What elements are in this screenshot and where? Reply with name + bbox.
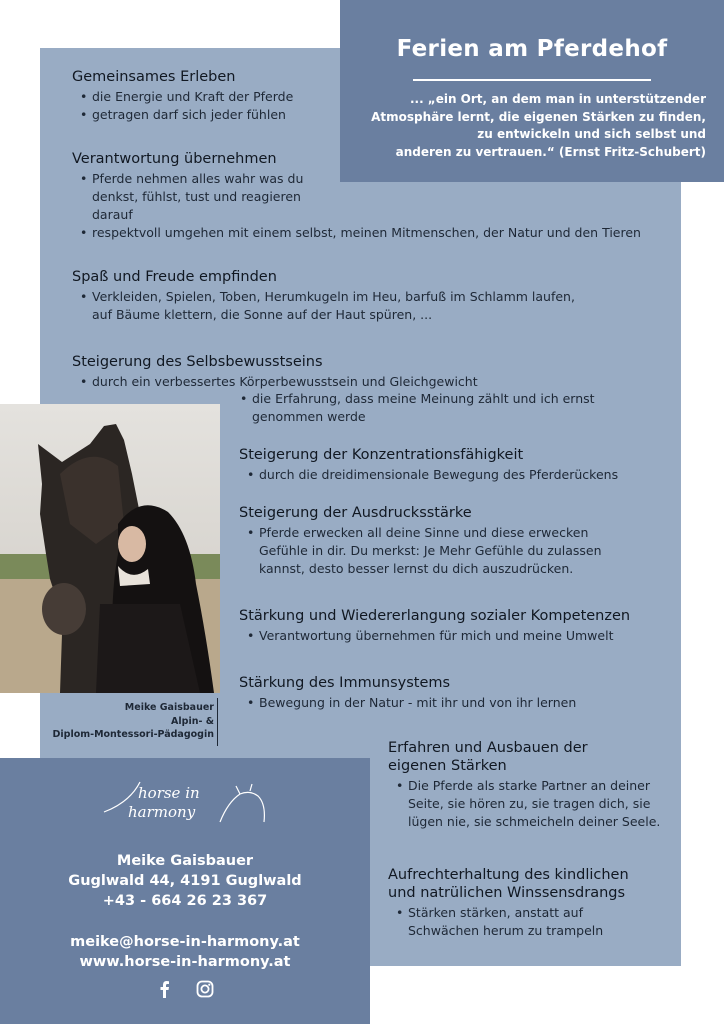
title-divider (413, 79, 651, 81)
section-immunsystem (239, 674, 679, 712)
section-soziale-kompetenzen (239, 607, 679, 645)
bullet-item: • die Energie und Kraft der Pferde (80, 88, 432, 106)
section-title: Steigerung der Ausdrucksstärke (239, 505, 472, 521)
section-title: Gemeinsames Erleben (72, 69, 236, 85)
photo-woman-with-horse (0, 404, 220, 693)
bullet-item: • Verkleiden, Spielen, Toben, Herumkugeln im Heu, barfuß im Schlamm laufen, auf Bäume klettern, die Sonne auf der Haut spüren, ... (80, 288, 672, 324)
facebook-icon[interactable] (156, 980, 174, 998)
section-selbstbewusstsein (72, 353, 672, 391)
social-links (0, 980, 370, 998)
bullet-item: • Pferde nehmen alles wahr was du denkst, fühlst, tust und reagieren darauf (80, 170, 672, 224)
svg-text:harmony: harmony (128, 803, 196, 821)
contact-address: Guglwald 44, 4191 Guglwald (68, 873, 302, 889)
bullet-item: • Stärken stärken, anstatt auf Schwächen herum zu trampeln (396, 904, 678, 940)
quote-line: zu entwickeln und sich selbst und (477, 127, 706, 141)
section-title: Stärkung und Wiedererlangung sozialer Kompetenzen (239, 608, 631, 624)
section-wissensdrang (388, 866, 678, 940)
section-ausdrucksstaerke (239, 504, 679, 578)
section-title: Stärkung des Immunsystems (239, 675, 451, 691)
bullet-item: • Verantwortung übernehmen für mich und meine Umwelt (247, 627, 679, 645)
bullet-item: • getragen darf sich jeder fühlen (80, 106, 432, 124)
bullet-item: • Pferde erwecken all deine Sinne und diese erwecken Gefühle in dir. Du merkst: Je Mehr Gefühle du zulassen kannst, desto besser lernst du dich auszudrücken. (247, 524, 679, 578)
bullet-item: • respektvoll umgehen mit einem selbst, meinen Mitmenschen, der Natur und den Tieren (80, 224, 672, 242)
section-title: Steigerung des Selbsbewusstseins (72, 354, 323, 370)
bullet-item: • durch die dreidimensionale Bewegung des Pferderückens (247, 466, 679, 484)
contact-panel (0, 758, 370, 1024)
quote-line: anderen zu vertrauen.“ (Ernst Fritz-Schubert) (395, 144, 706, 159)
section-title: Verantwortung übernehmen (72, 151, 277, 167)
contact-email[interactable]: meike@horse-in-harmony.at (70, 934, 300, 950)
bullet-item: • durch ein verbessertes Körperbewusstsein und Gleichgewicht (80, 373, 672, 391)
section-spass-und-freude (72, 268, 672, 324)
section-eigene-staerken (388, 739, 678, 831)
svg-text:horse in: horse in (138, 784, 200, 802)
section-title: Spaß und Freude empfinden (72, 269, 277, 285)
contact-phone[interactable]: +43 - 664 26 23 367 (102, 893, 268, 909)
bullet-item: • Bewegung in der Natur - mit ihr und von ihr lernen (247, 694, 679, 712)
horse-in-harmony-logo (100, 772, 272, 830)
section-title: Aufrechterhaltung des kindlichen und natrülichen Winssensdrangs (388, 867, 629, 901)
contact-name: Meike Gaisbauer (116, 853, 254, 869)
caption-divider (217, 698, 218, 746)
section-konzentration (239, 446, 679, 484)
quote-line: ... „ein Ort, an dem man in unterstützender (409, 92, 706, 106)
photo-illustration (0, 404, 220, 693)
section-gemeinsames-erleben (72, 68, 432, 124)
section-verantwortung (72, 150, 672, 242)
section-title: Erfahren und Ausbauen der eigenen Stärken (388, 740, 588, 774)
quote-line: Atmosphäre lernt, die eigenen Stärken zu finden, (371, 109, 706, 124)
section-title: Steigerung der Konzentrationsfähigkeit (239, 447, 524, 463)
contact-online-block (0, 932, 370, 972)
photo-caption: Meike Gaisbauer Alpin- & Diplom-Montessori-Pädagogin (52, 702, 214, 740)
section-selbstbewusstsein-continued (232, 390, 672, 426)
contact-website[interactable]: www.horse-in-harmony.at (79, 954, 291, 970)
page-title: Ferien am Pferdehof (396, 36, 668, 62)
bullet-item: • die Erfahrung, dass meine Meinung zählt und ich ernst genommen werde (240, 390, 672, 426)
logo-mark (100, 772, 272, 830)
contact-address-block (0, 851, 370, 911)
instagram-icon[interactable] (196, 980, 214, 998)
bullet-item: • Die Pferde als starke Partner an deiner Seite, sie hören zu, sie tragen dich, sie lügen nie, sie schmeicheln deiner Seele. (396, 777, 678, 831)
